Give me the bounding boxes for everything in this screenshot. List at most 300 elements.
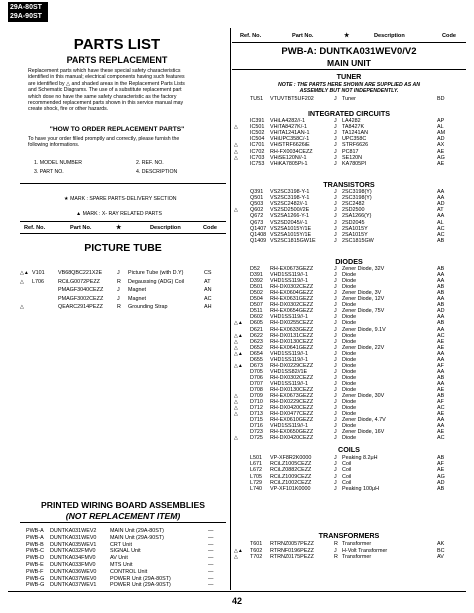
- cell-part: DUNTKA031WEV0: [50, 534, 97, 541]
- cell-part: RH-DX0130CEZZ: [270, 387, 314, 393]
- cell-desc: Tuner: [342, 96, 356, 102]
- cell-desc: Coil: [342, 479, 352, 486]
- order-item-2: 2. REF. NO.: [136, 160, 164, 166]
- cell-code: AV: [437, 554, 444, 560]
- cell-desc: Diode: [342, 374, 357, 381]
- safety-paragraph-line: which dose no have the same safety characteristic as the factory: [28, 93, 177, 100]
- cell-ref: Q1407: [250, 225, 267, 232]
- cell-desc: TA8427K: [342, 124, 365, 131]
- cell-code: AB: [437, 290, 445, 297]
- cell-desc: Diode: [342, 356, 357, 363]
- safety-mark-icon: △: [234, 393, 238, 400]
- cell-desc: Zener Diode, 30V: [342, 393, 385, 400]
- safety-paragraph: [28, 68, 228, 113]
- cell-code: AE: [437, 160, 445, 167]
- cell-desc: Diode: [342, 350, 357, 357]
- cell-ref: D705: [250, 368, 263, 375]
- cell-desc: TA1241AN: [342, 130, 368, 137]
- cell-code: AL: [437, 124, 444, 131]
- cell-ref: D392: [250, 278, 263, 285]
- cell-ref: Q672: [250, 213, 264, 220]
- cell-code: —: [208, 548, 214, 555]
- cell-desc: Transformer: [342, 554, 372, 560]
- cell-j: J: [334, 231, 337, 238]
- tuner-note-line1: NOTE : THE PARTS HERE SHOWN ARE SUPPLIED AS AN: [278, 82, 420, 88]
- cell-part: VHD1SS119//-1: [270, 350, 308, 357]
- cell-ref: L672: [250, 467, 262, 474]
- safety-mark-icon: △▲: [234, 332, 243, 339]
- cell-part: RH-EX0650GEZZ: [270, 429, 314, 436]
- cell-desc: Diode: [342, 368, 357, 375]
- cell-code: AD: [437, 136, 445, 143]
- cell-ref: L729: [250, 479, 262, 486]
- cell-part: VB68QBC221X2E: [58, 270, 103, 276]
- cell-ref: Q503: [250, 201, 264, 208]
- cell-ref: L740: [250, 486, 262, 492]
- cell-part: RH-DX0229CEZZ: [270, 399, 314, 406]
- cell-code: AA: [437, 356, 445, 363]
- cell-j: J: [334, 344, 337, 351]
- cell-part: VHiLA4282//-1: [270, 118, 306, 124]
- cell-ref: D716: [250, 423, 263, 430]
- order-item-4: 4. DESCRIPTION: [136, 169, 178, 175]
- cell-ref: IC504: [250, 136, 265, 143]
- cell-part: VHiSE120N//-1: [270, 154, 307, 161]
- cell-code: AX: [437, 142, 445, 149]
- cell-j: J: [334, 195, 337, 202]
- cell-ref: D655: [250, 356, 263, 363]
- cell-desc: POWER Unit (29A-90ST): [110, 582, 171, 589]
- cell-j: J: [334, 278, 337, 285]
- cell-desc: Zener Diode, 16V: [342, 429, 385, 436]
- cell-ref: D623: [250, 338, 263, 345]
- cell-ref: D709: [250, 393, 263, 400]
- cell-j: J: [334, 405, 337, 412]
- cell-j: J: [334, 266, 337, 272]
- cell-ref: L671: [250, 461, 262, 468]
- main-unit-title: PWB-A: DUNTKA031WEV0/V2: [281, 46, 417, 57]
- safety-mark-icon: △: [234, 124, 238, 131]
- cell-part: VS2SA1015Y/1E: [270, 225, 312, 232]
- cell-ref: D621: [250, 326, 263, 333]
- cell-part: PMAGF3040CEZZ: [58, 287, 104, 294]
- cell-code: AA: [437, 296, 445, 303]
- pwb-subheading: (NOT REPLACEMENT ITEM): [65, 511, 181, 521]
- cell-code: AG: [437, 473, 445, 480]
- cell-ref: Q501: [250, 195, 264, 202]
- col-part-header-right: Part No.: [292, 33, 314, 39]
- cell-j: J: [334, 308, 337, 315]
- model-number-1: 29A-80ST: [10, 4, 42, 11]
- cell-part: VS2SC3198-Y-1: [270, 195, 310, 202]
- transformers-heading: TRANSFORMERS: [318, 531, 380, 540]
- cell-part: VS2SC3198-Y-1: [270, 189, 310, 195]
- cell-part: VS2SC2482//-1: [270, 201, 308, 208]
- cell-desc: Diode: [342, 387, 357, 393]
- main-unit-rule: [232, 69, 466, 70]
- cell-j: J: [334, 486, 337, 492]
- cell-code: AB: [437, 266, 445, 272]
- cell-code: AA: [437, 272, 445, 279]
- cell-code: —: [208, 534, 214, 541]
- cell-desc: Magnet: [128, 287, 146, 294]
- cell-part: RH-EX0654GEZZ: [270, 308, 314, 315]
- cell-ref: T702: [250, 554, 263, 560]
- cell-part: VHD1SS82//1E: [270, 368, 308, 375]
- cell-code: AA: [437, 195, 445, 202]
- cell-code: AP: [437, 118, 445, 124]
- cell-j: J: [117, 287, 120, 294]
- cell-part: RH-EX0631GEZZ: [270, 296, 314, 303]
- cell-desc: Grounding Strap: [128, 304, 168, 311]
- cell-desc: UPC358C: [342, 136, 367, 143]
- safety-mark-icon: △▲: [234, 362, 243, 369]
- cell-part: DUNTKA035WEV1: [50, 541, 97, 548]
- cell-code: AT: [437, 207, 444, 214]
- cell-ref: TU51: [250, 96, 264, 102]
- cell-part: VS2SA1015Y/1E: [270, 231, 312, 238]
- cell-ref: Q1408: [250, 231, 267, 238]
- cell-ref: T602: [250, 547, 263, 554]
- cell-part: RH-DX0130CEZZ: [270, 338, 314, 345]
- cell-ref: D723: [250, 429, 263, 436]
- safety-mark-icon: △: [234, 338, 238, 345]
- how-to-order-line: following informations.: [28, 142, 80, 149]
- parts-replacement-heading: PARTS REPLACEMENT: [66, 55, 168, 65]
- safety-mark-icon: △: [234, 399, 238, 406]
- model-header-badge: [8, 2, 48, 22]
- how-to-order-line: To have your order filled promptly and correctly, please furnish the: [28, 136, 180, 142]
- cell-desc: Diode: [342, 332, 357, 339]
- cell-ref: D710: [250, 399, 263, 406]
- cell-part: RH-EX0641GEZZ: [270, 344, 314, 351]
- cell-desc: MTS Unit: [110, 562, 133, 568]
- cell-j: J: [334, 296, 337, 303]
- cell-j: J: [334, 473, 337, 480]
- safety-mark-icon: △▲: [20, 270, 29, 276]
- cell-j: J: [334, 290, 337, 297]
- cell-ref: D654: [250, 350, 263, 357]
- coils-heading: COILS: [338, 445, 360, 454]
- cell-desc: Diode: [342, 362, 357, 369]
- cell-code: AL: [437, 219, 444, 226]
- cell-j: J: [334, 362, 337, 369]
- safety-mark-icon: △: [234, 154, 238, 161]
- picture-tube-heading: PICTURE TUBE: [84, 242, 162, 254]
- column-separator: [230, 28, 231, 590]
- cell-j: J: [334, 455, 337, 461]
- cell-part: VS2SA1266-Y-1: [270, 213, 310, 220]
- cell-j: R: [117, 278, 121, 285]
- cell-part: VP-XF8R2K0000: [270, 455, 312, 461]
- safety-paragraph-line: create shock, fire or other hazards.: [28, 106, 109, 113]
- cell-ref: D511: [250, 308, 263, 315]
- cell-ref: PWB-G: [26, 575, 45, 582]
- cell-ref: D504: [250, 296, 263, 303]
- cell-ref: IC391: [250, 118, 265, 124]
- col-desc-header: Description: [150, 225, 181, 231]
- cell-code: —: [208, 575, 214, 582]
- cell-part: VHD1SS119//-1: [270, 314, 308, 321]
- cell-code: AA: [437, 368, 445, 375]
- cell-code: AA: [437, 213, 445, 220]
- cell-desc: SE120N: [342, 154, 363, 161]
- safety-paragraph-line: are identified by △ and shaded areas in the Replacement Parts Lists: [28, 80, 185, 87]
- cell-j: J: [334, 213, 337, 220]
- cell-code: AE: [437, 148, 445, 155]
- cell-j: J: [334, 207, 337, 214]
- cell-part: RH-DX0131CEZZ: [270, 332, 314, 339]
- cell-j: R: [334, 554, 338, 560]
- cell-ref: D706: [250, 374, 263, 381]
- diodes-heading: DIODES: [335, 257, 363, 266]
- cell-j: J: [334, 154, 337, 161]
- cell-ref: IC502: [250, 130, 265, 137]
- cell-part: VHiKA7805Pi-1: [270, 160, 308, 167]
- cell-j: J: [334, 380, 337, 387]
- cell-code: AE: [437, 387, 445, 393]
- cell-ref: IC501: [250, 124, 265, 131]
- cell-desc: STRF6626: [342, 142, 369, 149]
- cell-desc: Transformer: [342, 541, 372, 547]
- cell-j: J: [334, 479, 337, 486]
- cell-desc: Diode: [342, 423, 357, 430]
- cell-part: DUNTKA032FMV0: [50, 548, 96, 555]
- cell-desc: 2SA1015Y: [342, 225, 368, 232]
- cell-j: J: [334, 356, 337, 363]
- cell-j: J: [334, 332, 337, 339]
- cell-ref: PWB-B: [26, 541, 44, 548]
- cell-code: AC: [437, 225, 445, 232]
- cell-j: J: [334, 142, 337, 149]
- col-code-header: Code: [203, 225, 217, 231]
- safety-mark-icon: △: [234, 554, 238, 560]
- safety-mark-icon: △: [234, 148, 238, 155]
- cell-code: AF: [437, 399, 444, 406]
- cell-code: AF: [437, 461, 444, 468]
- page-number: 42: [231, 596, 242, 606]
- cell-ref: IC753: [250, 160, 265, 167]
- cell-ref: IC703: [250, 154, 265, 161]
- cell-desc: Peaking 100μH: [342, 486, 379, 492]
- cell-code: AT: [204, 278, 211, 285]
- cell-j: J: [334, 118, 337, 124]
- cell-code: —: [208, 555, 214, 562]
- cell-j: J: [334, 284, 337, 291]
- cell-ref: D715: [250, 417, 263, 424]
- safety-paragraph-line: recommended replacement parts shown in this service manual may: [28, 100, 184, 107]
- cell-j: J: [334, 417, 337, 424]
- cell-code: AE: [437, 411, 445, 418]
- cell-code: —: [208, 568, 214, 575]
- cell-j: J: [334, 547, 337, 554]
- cell-j: J: [334, 237, 337, 244]
- cell-part: RH-DX0477CEZZ: [270, 411, 314, 418]
- cell-code: AC: [204, 295, 212, 302]
- safety-mark-icon: △▲: [234, 547, 243, 554]
- cell-desc: Zener Diode, 12V: [342, 296, 385, 303]
- cell-code: AB: [437, 486, 445, 492]
- tuner-heading: TUNER: [336, 72, 362, 81]
- cell-j: J: [334, 423, 337, 430]
- cell-code: AE: [437, 467, 445, 474]
- cell-j: J: [334, 368, 337, 375]
- cell-desc: Coil: [342, 461, 352, 468]
- cell-desc: Zener Diode, 4.7V: [342, 417, 386, 424]
- cell-part: RCiLZ1002CEZZ: [270, 479, 312, 486]
- cell-code: —: [208, 541, 214, 548]
- cell-desc: Diode: [342, 278, 357, 285]
- cell-code: AB: [437, 284, 445, 291]
- cell-code: —: [208, 582, 214, 589]
- cell-desc: Diode: [342, 272, 357, 279]
- cell-part: DUNTKA033FMV0: [50, 562, 96, 568]
- cell-part: DUNTKA037WEV1: [50, 582, 97, 589]
- cell-j: J: [334, 320, 337, 327]
- cell-j: R: [117, 304, 121, 311]
- cell-j: J: [334, 350, 337, 357]
- cell-code: AC: [437, 435, 445, 442]
- cell-part: DUNTKA037WEV0: [50, 575, 97, 582]
- cell-part: VS2SD2045//-1: [270, 219, 308, 226]
- cell-ref: PWB-E: [26, 562, 44, 568]
- cell-j: J: [334, 435, 337, 442]
- cell-part: VS2SC1815GW1E: [270, 237, 316, 244]
- cell-ref: PWB-D: [26, 555, 44, 562]
- cell-part: VHiTA1241AN-1: [270, 130, 310, 137]
- cell-desc: 2SC2482: [342, 201, 365, 208]
- cell-part: RH-DX0420CEZZ: [270, 435, 314, 442]
- cell-j: J: [334, 429, 337, 436]
- cell-code: AC: [437, 405, 445, 412]
- cell-j: J: [334, 130, 337, 137]
- safety-paragraph-line: identified in this manual; electrical components having such features: [28, 74, 185, 81]
- cell-part: VHD1SS119//-1: [270, 380, 308, 387]
- cell-desc: MAIN Unit (29A-80ST): [110, 528, 164, 534]
- how-to-order-heading: "HOW TO ORDER REPLACEMENT PARTS": [49, 126, 185, 133]
- cell-ref: D712: [250, 405, 263, 412]
- cell-part: PMAGF3002CEZZ: [58, 295, 104, 302]
- cell-part: RH-EX0673GEZZ: [270, 393, 314, 400]
- cell-part: DUNTKA034FMV0: [50, 555, 96, 562]
- cell-j: J: [117, 295, 120, 302]
- cell-code: AD: [437, 479, 445, 486]
- cell-part: RH-DX0255CEZZ: [270, 320, 314, 327]
- cell-code: BD: [437, 96, 445, 102]
- transistors-heading: TRANSISTORS: [323, 180, 375, 189]
- cell-ref: D602: [250, 314, 263, 321]
- cell-j: J: [334, 148, 337, 155]
- cell-j: J: [334, 160, 337, 167]
- cell-part: RTRNZ0175PEZZ: [270, 554, 314, 560]
- cell-code: AA: [437, 326, 445, 333]
- cell-part: VS2SD2500//2E: [270, 207, 310, 214]
- cell-desc: Diode: [342, 314, 357, 321]
- cell-ref: D622: [250, 332, 263, 339]
- cell-desc: Magnet: [128, 295, 146, 302]
- cell-desc: Diode: [342, 399, 357, 406]
- cell-part: RTRNZ0057PEZZ: [270, 541, 314, 547]
- footer-rule: [8, 591, 466, 592]
- cell-code: AG: [437, 154, 445, 161]
- cell-code: AE: [437, 429, 445, 436]
- cell-ref: Q391: [250, 189, 264, 195]
- cell-desc: Zener Diode, 9.1V: [342, 326, 386, 333]
- cell-ref: D707: [250, 380, 263, 387]
- cell-part: RH-DX0302CEZZ: [270, 374, 314, 381]
- cell-ref: Q673: [250, 219, 264, 226]
- col-code-header-right: Code: [442, 33, 456, 39]
- col-desc-header-right: Description: [374, 33, 405, 39]
- cell-desc: MAIN Unit (29A-90ST): [110, 534, 164, 541]
- cell-desc: Diode: [342, 380, 357, 387]
- cell-ref: Q602: [250, 207, 264, 214]
- cell-desc: 2SC3198(Y): [342, 195, 372, 202]
- cell-desc: Zener Diode, 75V: [342, 308, 385, 315]
- cell-code: AA: [437, 278, 445, 285]
- cell-ref: D673: [250, 362, 263, 369]
- cell-part: VHiUPC358C/-1: [270, 136, 310, 143]
- cell-j: R: [334, 541, 338, 547]
- cell-j: J: [334, 326, 337, 333]
- cell-part: VTUVTBT5UF202: [270, 96, 314, 102]
- cell-ref: D725: [250, 435, 263, 442]
- cell-desc: 2SC3198(Y): [342, 189, 372, 195]
- safety-mark-icon: △: [20, 304, 24, 311]
- cell-ref: IC702: [250, 148, 265, 155]
- col-ref-header: Ref. No.: [24, 225, 46, 231]
- cell-desc: Diode: [342, 338, 357, 345]
- cell-code: AB: [437, 302, 445, 309]
- cell-part: RCiLZ0882CEZZ: [270, 467, 312, 474]
- cell-part: DUNTKA036WEV0: [50, 568, 97, 575]
- cell-desc: 2SA1015Y: [342, 231, 368, 238]
- cell-desc: PC817: [342, 148, 359, 155]
- cell-j: J: [334, 399, 337, 406]
- cell-ref: IC701: [250, 142, 265, 149]
- cell-j: J: [334, 338, 337, 345]
- cell-desc: Zener Diode, 32V: [342, 266, 385, 272]
- cell-code: AB: [437, 393, 445, 400]
- cell-j: J: [334, 387, 337, 393]
- pwb-rule: [20, 522, 226, 523]
- cell-ref: L705: [250, 473, 262, 480]
- cell-part: RH-DX0302CEZZ: [270, 284, 314, 291]
- cell-desc: Zener Diode, 3V: [342, 290, 382, 297]
- cell-desc: Degaussing (ADG) Coil: [128, 278, 185, 285]
- cell-code: AB: [437, 237, 445, 244]
- cell-ref: D507: [250, 302, 263, 309]
- cell-desc: SIGNAL Unit: [110, 548, 141, 555]
- col-part-header: Part No.: [70, 225, 92, 231]
- cell-code: AH: [204, 304, 212, 311]
- cell-code: —: [208, 528, 214, 534]
- cell-ref: PWB-A: [26, 534, 44, 541]
- cell-j: J: [334, 124, 337, 131]
- cell-part: VHiTA8427K/-1: [270, 124, 308, 131]
- cell-ref: D501: [250, 284, 263, 291]
- cell-j: J: [334, 314, 337, 321]
- cell-desc: Diode: [342, 302, 357, 309]
- cell-part: VHD1SS119//-1: [270, 272, 308, 279]
- cell-j: J: [334, 374, 337, 381]
- cell-ref: T601: [250, 541, 263, 547]
- safety-mark-icon: △: [234, 411, 238, 418]
- cell-desc: POWER Unit (29A-80ST): [110, 575, 171, 582]
- safety-mark-icon: △▲: [234, 320, 243, 327]
- cell-ref: D391: [250, 272, 263, 279]
- cell-part: RTRNF0196PEZZ: [270, 547, 314, 554]
